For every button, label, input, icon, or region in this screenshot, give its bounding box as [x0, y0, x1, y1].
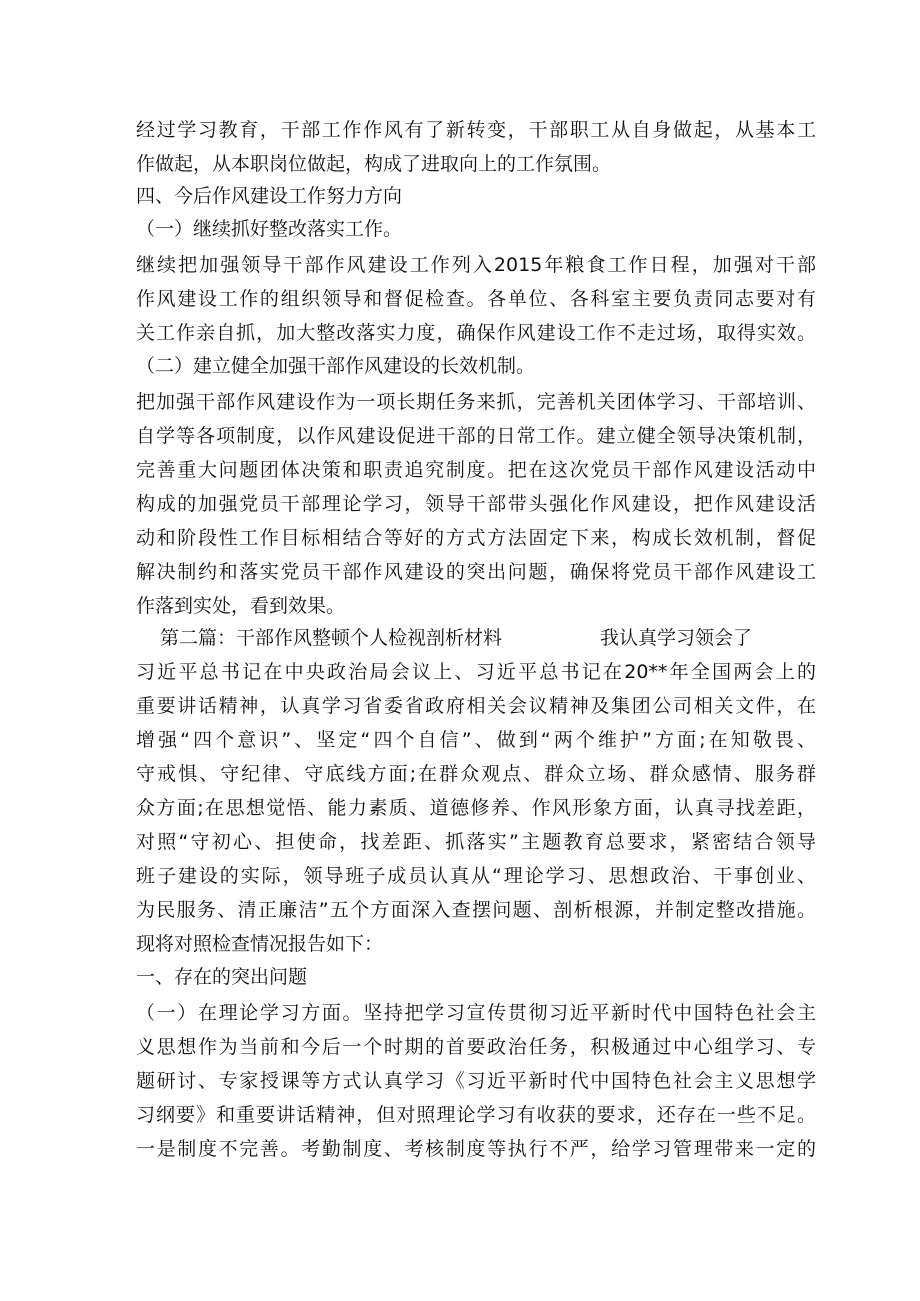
text-line: 解决制约和落实党员干部作风建设的突出问题，确保将党员干部作风建设工: [136, 561, 816, 583]
text-line: 完善重大问题团体决策和职责追究制度。把在这次党员干部作风建设活动中: [136, 459, 816, 481]
text-line: 习近平总书记在中央政治局会议上、习近平总书记在20**年全国两会上的: [136, 661, 816, 683]
section-heading: 一、存在的突出问题: [136, 966, 308, 988]
text-line: 作风建设工作的组织领导和督促检查。各单位、各科室主要负责同志要对有: [136, 288, 816, 310]
text-line: 关工作亲自抓，加大整改落实力度，确保作风建设工作不走过场，取得实效。: [136, 322, 816, 344]
subsection-heading: （二）建立健全加强干部作风建设的长效机制。: [136, 355, 536, 377]
text-line: 题研讨、专家授课等方式认真学习《习近平新时代中国特色社会主义思想学: [136, 1070, 816, 1092]
text-line: 经过学习教育，干部工作作风有了新转变，干部职工从自身做起，从基本工: [136, 119, 816, 141]
text-line: 自学等各项制度，以作风建设促进干部的日常工作。建立健全领导决策机制，: [136, 425, 816, 447]
text-line: 重要讲话精神，认真学习省委省政府相关会议精神及集团公司相关文件，在: [136, 695, 816, 717]
text-line: 一是制度不完善。考勤制度、考核制度等执行不严，给学习管理带来一定的: [136, 1138, 816, 1160]
subsection-heading: （一）继续抓好整改落实工作。: [136, 218, 403, 240]
text-line: 继续把加强领导干部作风建设工作列入2015年粮食工作日程，加强对干部: [136, 254, 816, 276]
text-line: 为民服务、清正廉洁”五个方面深入查摆问题、剖析根源，并制定整改措施。: [136, 899, 816, 921]
text-line: 增强“四个意识”、坚定“四个自信”、做到“两个维护”方面;在知敬畏、: [136, 729, 816, 751]
text-line: 班子建设的实际，领导班子成员认真从“理论学习、思想政治、干事创业、: [136, 865, 816, 887]
text-line: 作落到实处，看到效果。: [136, 595, 346, 617]
text-line: 把加强干部作风建设作为一项长期任务来抓，完善机关团体学习、干部培训、: [136, 391, 816, 413]
text-line: 习纲要》和重要讲话精神，但对照理论学习有收获的要求，还存在一些不足。: [136, 1104, 816, 1126]
text-line: 守戒惧、守纪律、守底线方面;在群众观点、群众立场、群众感情、服务群: [136, 763, 816, 785]
text-line: 义思想作为当前和今后一个时期的首要政治任务，积极通过中心组学习、专: [136, 1036, 816, 1058]
text-line: 众方面;在思想觉悟、能力素质、道德修养、作风形象方面，认真寻找差距，: [136, 797, 816, 819]
part-two-intro: 我认真学习领会了: [600, 627, 753, 649]
text-line: 动和阶段性工作目标相结合等好的方式方法固定下来，构成长效机制，督促: [136, 527, 816, 549]
text-line: （一）在理论学习方面。坚持把学习宣传贯彻习近平新时代中国特色社会主: [136, 1002, 816, 1024]
part-two-heading: 第二篇：干部作风整顿个人检视剖析材料: [160, 627, 503, 649]
text-line: 作做起，从本职岗位做起，构成了进取向上的工作氛围。: [136, 153, 612, 175]
text-line: 构成的加强党员干部理论学习，领导干部带头强化作风建设，把作风建设活: [136, 493, 816, 515]
section-heading: 四、今后作风建设工作努力方向: [136, 185, 403, 207]
text-line: 对照“守初心、担使命，找差距、抓落实”主题教育总要求，紧密结合领导: [136, 831, 816, 853]
text-line: 现将对照检查情况报告如下：: [136, 933, 384, 955]
